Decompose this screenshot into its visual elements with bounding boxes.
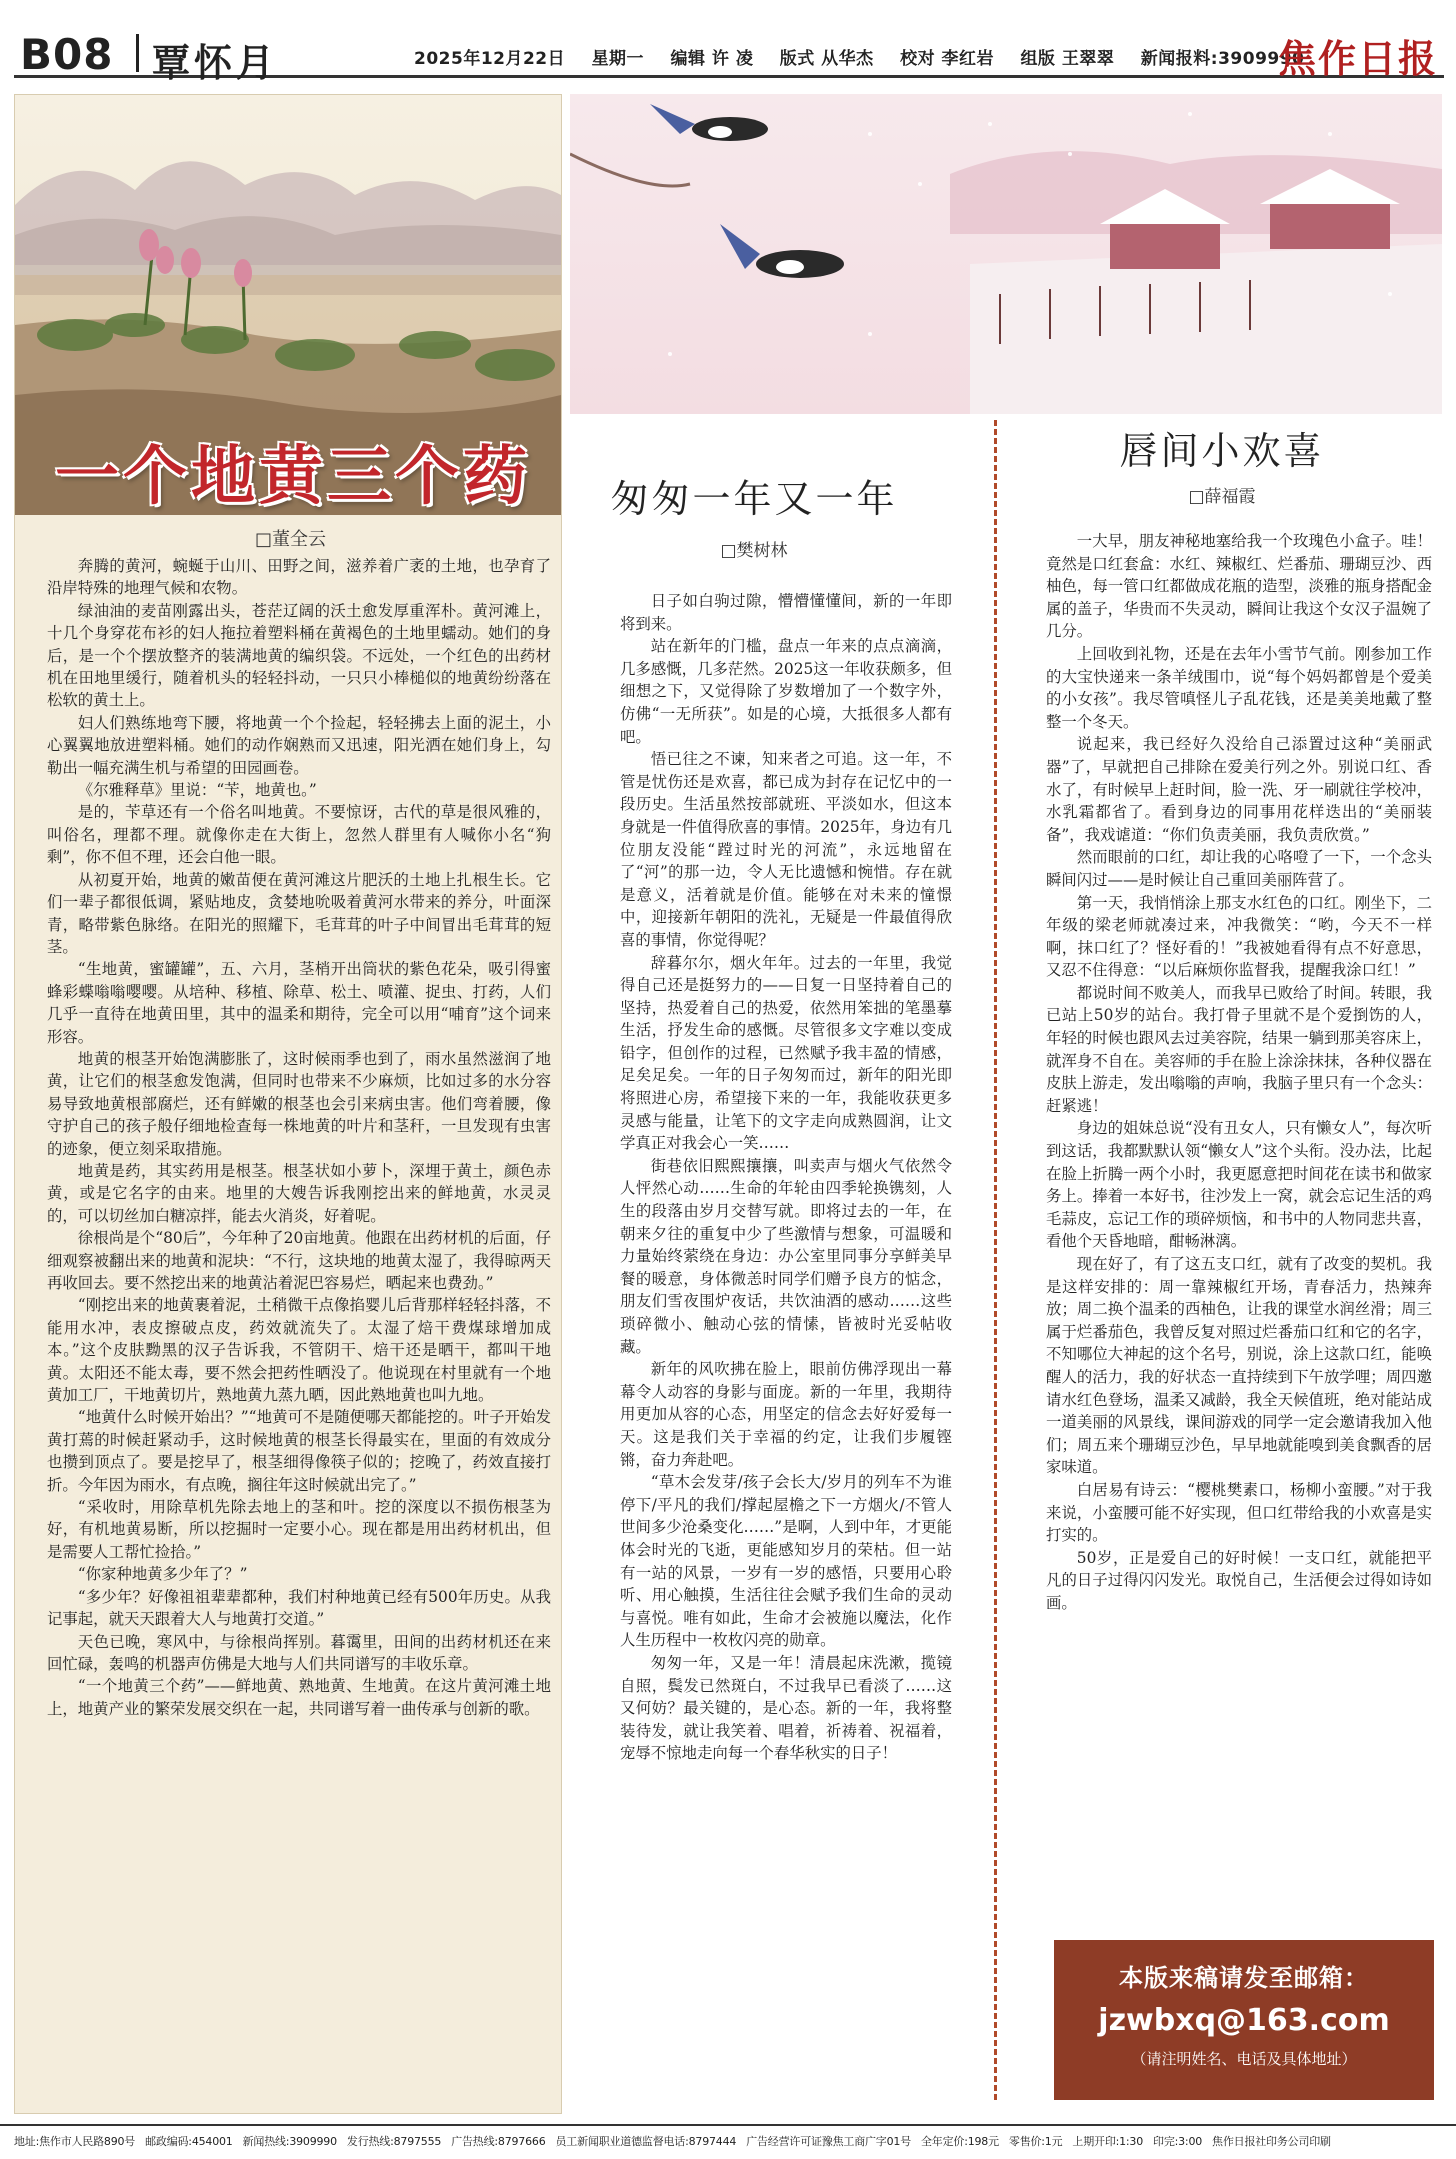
paragraph: 从初夏开始，地黄的嫩苗便在黄河滩这片肥沃的土地上扎根生长。它们一辈子都很低调，紧贴地皮，贪婪地吮吸着黄河水带来的养分，叶面深青，略带紫色脉络。在阳光的照耀下，毛茸茸的叶子中间冒出毛茸茸的短茎。	[47, 870, 551, 956]
footer-item: 地址:焦作市人民路890号	[14, 2135, 136, 2148]
paragraph: 《尔雅释草》里说：“苄，地黄也。”	[77, 781, 317, 800]
paragraph: 是的，苄草还有一个俗名叫地黄。不要惊讶，古代的草是很风雅的，叫俗名，理都不理。就像你走在大街上，忽然人群里有人喊你小名“狗剩”，你不但不理，还会白他一眼。	[47, 803, 551, 867]
paragraph: 辞暮尔尔，烟火年年。过去的一年里，我觉得自己还是挺努力的——日复一日坚持着自己的坚持，热爱着自己的热爱，依然用笨拙的笔墨摹生活，抒发生命的感慨。尽管很多文字难以变成铅字，但创作的过程，已然赋予我丰盈的情感，足矣足矣。一年的日子匆匆而过，新年的阳光即将照进心房，希望接下来的一年，我能收获更多灵感与能量，让笔下的文字走向成熟圆润，让文学真正对我会心一笑……	[620, 953, 952, 1153]
footer-item: 零售价:1元	[1008, 2135, 1063, 2148]
footer-item: 广告热线:8797666	[451, 2135, 546, 2148]
paragraph: 然而眼前的口红，却让我的心咯噔了一下，一个念头瞬间闪过——是时候让自己重回美丽阵营了。	[1046, 848, 1432, 889]
article-dihuang	[14, 94, 562, 2114]
article-body	[620, 590, 952, 1765]
news-hotline: 新闻报料:3909990	[1140, 49, 1305, 69]
paragraph: 白居易有诗云：“樱桃樊素口，杨柳小蛮腰。”对于我来说，小蛮腰可能不好实现，但口红带给我的小欢喜是实打实的。	[1046, 1480, 1432, 1545]
paragraph: “你家种地黄多少年了？”	[77, 1565, 248, 1584]
editor-credit: 编辑 许 凌	[670, 49, 754, 69]
paragraph: 妇人们熟练地弯下腰，将地黄一个个捡起，轻轻拂去上面的泥土，小心翼翼地放进塑料桶。她们的动作娴熟而又迅速，阳光洒在她们身上，勾勒出一幅充满生机与希望的田园画卷。	[47, 713, 551, 777]
article-author: □董全云	[255, 529, 327, 550]
paragraph: 绿油油的麦苗刚露出头，苍茫辽阔的沃土愈发厚重浑朴。黄河滩上，十几个身穿花布衫的妇人拖拉着塑料桶在黄褐色的土地里蠕动。她们的身后，是一个个摆放整齐的装满地黄的编织袋。不远处，一个红色的出药材机在田地里缓行，随着机头的轻轻抖动，一只只小棒槌似的地黄纷纷落在松软的黄土上。	[47, 601, 551, 710]
winter-magpie-illustration	[570, 94, 1442, 414]
header-separator	[136, 34, 139, 72]
paragraph: 身边的姐妹总说“没有丑女人，只有懒女人”，每次听到这话，我都默默认领“懒女人”这个头衔。没办法，比起在脸上折腾一两个小时，我更愿意把时间花在读书和做家务上。捧着一本好书，往沙发上一窝，就会忘记生活的鸡毛蒜皮，忘记工作的琐碎烦恼，和书中的人物同悲共喜，看他个天昏地暗，酣畅淋漓。	[1046, 1119, 1432, 1251]
article-body	[47, 555, 551, 1720]
paragraph: 上回收到礼物，还是在去年小雪节气前。刚参加工作的大宝快递来一条羊绒围巾，说“每个妈妈都曾是个爱美的小女孩”。我尽管嗔怪儿子乱花钱，还是美美地戴了整整一个冬天。	[1046, 644, 1432, 731]
paragraph: 天色已晚，寒风中，与徐根尚挥别。暮霭里，田间的出药材机还在来回忙碌，轰鸣的机器声仿佛是大地与人们共同谱写的丰收乐章。	[47, 1632, 551, 1673]
paragraph: 地黄是药，其实药用是根茎。根茎状如小萝卜，深埋于黄土，颜色赤黄，或是它名字的由来。地里的大嫂告诉我刚挖出来的鲜地黄，水灵灵的，可以切丝加白糖凉拌，能去火消炎，好着呢。	[47, 1161, 551, 1225]
paragraph: 一大早，朋友神秘地塞给我一个玫瑰色小盒子。哇！竟然是口红套盒：水红、辣椒红、烂番茄、珊瑚豆沙、西柚色，每一管口红都做成花瓶的造型，淡雅的瓶身搭配金属的盖子，华贵而不失灵动，瞬间让我这个女汉子温婉了几分。	[1046, 532, 1432, 641]
masthead	[14, 28, 1444, 85]
article-author: □薛福霞	[1188, 487, 1256, 507]
paragraph: “草木会发芽/孩子会长大/岁月的列车不为谁停下/平凡的我们/撑起屋檐之下一方烟火/不管人世间多少沧桑变化……”是啊，人到中年，才更能体会时光的飞逝，更能感知岁月的荣枯。但一站有一站的风景，一岁有一岁的感悟，只要用心聆听、用心触摸，生活往往会赋予我们生命的灵动与喜悦。唯有如此，生命才会被施以魔法，化作人生历程中一枚枚闪亮的勋章。	[620, 1473, 952, 1650]
paragraph: “采收时，用除草机先除去地上的茎和叶。挖的深度以不损伤根茎为好，有机地黄易断，所以挖掘时一定要小心。现在都是用出药材机出，但是需要人工帮忙捡拾。”	[47, 1498, 551, 1561]
article-author: □樊树林	[720, 541, 788, 561]
paragraph: 第一天，我悄悄涂上那支水红色的口红。刚坐下，二年级的梁老师就凑过来，冲我微笑：“哟，今天不一样啊，抹口红了？怪好看的！”我被她看得有点不好意思，又忍不住得意：“以后麻烦你监督我，提醒我涂口红！”	[1046, 893, 1432, 980]
footer-bar	[0, 2124, 1456, 2159]
column-divider	[994, 420, 997, 2100]
paragraph: “一个地黄三个药”——鲜地黄、熟地黄、生地黄。在这片黄河滩土地上，地黄产业的繁荣发展交织在一起，共同谱写着一曲传承与创新的歌。	[47, 1677, 551, 1718]
paragraph: 街巷依旧熙熙攘攘，叫卖声与烟火气依然令人怦然心动……生命的年轮由四季轮换镌刻，人生的段落由岁月交替写就。即将过去的一年，在朝来夕往的重复中少了些激情与想象，可温暖和力量始终萦绕在身边：办公室里同事分享鲜美早餐的暖意，身体微恙时同学们赠予良方的惦念，朋友们雪夜围炉夜话，共饮油酒的感动……这些琐碎微小、触动心弦的情愫，皆被时光妥帖收藏。	[620, 1156, 952, 1356]
footer-item: 焦作日报社印务公司印刷	[1212, 2135, 1331, 2148]
footer-item: 新闻热线:3909990	[242, 2135, 337, 2148]
paragraph: 日子如白驹过隙，懵懵懂懂间，新的一年即将到来。	[620, 592, 952, 633]
article-title: 唇间小欢喜	[1119, 429, 1325, 473]
paragraph: 地黄的根茎开始饱满膨胀了，这时候雨季也到了，雨水虽然滋润了地黄，让它们的根茎愈发饱满，但同时也带来不少麻烦，比如过多的水分容易导致地黄根部腐烂，还有鲜嫩的根茎也会引来病虫害。他们弯着腰，像守护自己的孩子般仔细地检查每一株地黄的叶片和茎秆，一旦发现有虫害的迹象，便立刻采取措施。	[47, 1049, 551, 1158]
page-code: B08	[20, 30, 114, 79]
paragraph: 50岁，正是爱自己的好时候！一支口红，就能把平凡的日子过得闪闪发光。取悦自己，生活便会过得如诗如画。	[1046, 1548, 1432, 1612]
paragraph: 说起来，我已经好久没给自己添置过这种“美丽武器”了，早就把自己排除在爱美行列之外。别说口红、香水了，有时候早上赶时间，脸一洗、牙一刷就往学校冲，水乳霜都省了。看到身边的同事用花样迭出的“美丽装备”，我戏谑道：“你们负责美丽，我负责欣赏。”	[1046, 735, 1432, 844]
paragraph: 奔腾的黄河，蜿蜒于山川、田野之间，滋养着广袤的土地，也孕育了沿岸特殊的地理气候和农物。	[47, 557, 551, 598]
newspaper-logo: 焦作日报	[1277, 36, 1438, 81]
footer-item: 广告经营许可证豫焦工商广字01号	[746, 2135, 911, 2148]
paragraph: “刚挖出来的地黄裹着泥，土稍微干点像掐婴儿后背那样轻轻抖落，不能用水冲，表皮擦破点皮，药效就流失了。太湿了焙干费煤球增加成本。”这个皮肤黝黑的汉子告诉我，不管阴干、焙干还是晒干，都叫干地黄。太阳还不能太毒，要不然会把药性晒没了。他说现在村里就有一个地黄加工厂，干地黄切片，熟地黄九蒸九晒，因此熟地黄也叫九地。	[47, 1296, 551, 1405]
paragraph: 现在好了，有了这五支口红，就有了改变的契机。我是这样安排的：周一靠辣椒红开场，青春活力，热辣奔放；周二换个温柔的西柚色，让我的课堂水润丝滑；周三属于烂番茄色，我曾反复对照过烂番茄口红和它的名字，不知哪位大神起的这个名号，别说，涂上这款口红，能唤醒人的活力，我的好状态一直持续到下午放学哩；周四邀请水红色登场，温柔又减龄，我全天候值班，绝对能站成一道美丽的风景线，课间游戏的同学一定会邀请我加入他们；周五来个珊瑚豆沙色，早早地就能嗅到美食飘香的居家味道。	[1046, 1255, 1432, 1477]
paragraph: 匆匆一年，又是一年！清晨起床洗漱，揽镜自照，鬓发已然斑白，不过我早已看淡了……这又何妨？最关键的，是心态。新的一年，我将整装待发，就让我笑着、唱着，祈祷着、祝福着，宠辱不惊地走向每一个春华秋实的日子！	[620, 1653, 952, 1763]
issue-date: 2025年12月22日	[414, 49, 566, 69]
paragraph: “多少年？好像祖祖辈辈都种，我们村种地黄已经有500年历史。从我记事起，就天天跟着大人与地黄打交道。”	[47, 1587, 551, 1629]
article-title: 一个地黄三个药	[55, 439, 531, 514]
footer-item: 全年定价:198元	[921, 2135, 999, 2148]
proofread-credit: 校对 李红岩	[900, 49, 995, 69]
header-meta	[414, 44, 1324, 69]
footer-item: 印完:3:00	[1153, 2135, 1203, 2148]
paragraph: 站在新年的门槛，盘点一年来的点点滴滴，几多感慨，几多茫然。2025这一年收获颇多，但细想之下，又觉得除了岁数增加了一个数字外，仿佛“一无所获”。如是的心境，大抵很多人都有吧。	[620, 637, 952, 746]
footer-item: 邮政编码:454001	[145, 2135, 233, 2148]
issue-weekday: 星期一	[591, 49, 645, 69]
paragraph: 都说时间不败美人，而我早已败给了时间。转眼，我已站上50岁的站台。我打骨子里就不是个爱捯饬的人，年轻的时候也跟风去过美容院，结果一躺到那美容床上，就浑身不自在。美容师的手在脸上涂涂抹抹，各种仪器在皮肤上游走，发出嗡嗡的声响，我脑子里只有一个念头：赶紧逃！	[1046, 983, 1432, 1115]
paragraph: 徐根尚是个“80后”，今年种了20亩地黄。他跟在出药材机的后面，仔细观察被翻出来的地黄和泥块：“不行，这块地的地黄太湿了，我得晾两天再收回去。要不然挖出来的地黄沾着泥巴容易烂，晒起来也费劲。”	[47, 1229, 551, 1292]
group-credit: 组版 王翠翠	[1020, 49, 1115, 69]
paragraph: 悟已往之不谏，知来者之可追。这一年，不管是忧伤还是欢喜，都已成为封存在记忆中的一段历史。生活虽然按部就班、平淡如水，但这本身就是一件值得欣喜的事情。2025年，身边有几位朋友没能“蹚过时光的河流”，永远地留在了“河”的那一边，令人无比遗憾和惋惜。存在就是意义，活着就是价值。能够在对未来的憧憬中，迎接新年朝阳的洗礼，无疑是一件最值得欣喜的事情，你觉得呢？	[620, 750, 952, 949]
contribution-box	[1054, 1940, 1434, 2100]
article-title: 匆匆一年又一年	[610, 477, 898, 521]
paragraph: 新年的风吹拂在脸上，眼前仿佛浮现出一幕幕令人动容的身影与面庞。新的一年里，我期待用更加从容的心态，用坚定的信念去好好爱每一天。这是我们关于幸福的约定，让我们步履铿锵，奋力奔赴吧。	[620, 1360, 952, 1469]
article-body	[1046, 530, 1432, 1615]
contribution-label: 本版来稿请发至邮箱：	[1119, 1964, 1369, 1992]
footer-item: 员工新闻职业道德监督电话:8797444	[555, 2135, 737, 2148]
contribution-note: （请注明姓名、电话及具体地址）	[1131, 2050, 1357, 2068]
section-name: 覃怀月	[152, 40, 279, 85]
contribution-email[interactable]: jzwbxq@163.com	[1098, 2003, 1390, 2038]
footer-item: 发行热线:8797555	[346, 2135, 442, 2148]
layout-credit: 版式 从华杰	[779, 49, 874, 69]
footer-item: 上期开印:1:30	[1072, 2135, 1144, 2148]
paragraph: “地黄什么时候开始出？”“地黄可不是随便哪天都能挖的。叶子开始发黄打蔫的时候赶紧动手，这时候地黄的根茎长得最实在，里面的有效成分也攒到顶点了。要是挖早了，根茎细得像筷子似的；挖晚了，药效直接打折。今年因为雨水，有点晚，搁往年这时候就出完了。”	[47, 1408, 551, 1494]
paragraph: “生地黄，蜜罐罐”，五、六月，茎梢开出筒状的紫色花朵，吸引得蜜蜂彩蝶嗡嗡嘤嘤。从培种、移植、除草、松土、喷灌、捉虫、打药，人们几乎一直待在地黄田里，其中的温柔和期待，完全可以用“哺育”这个词来形容。	[47, 960, 551, 1046]
